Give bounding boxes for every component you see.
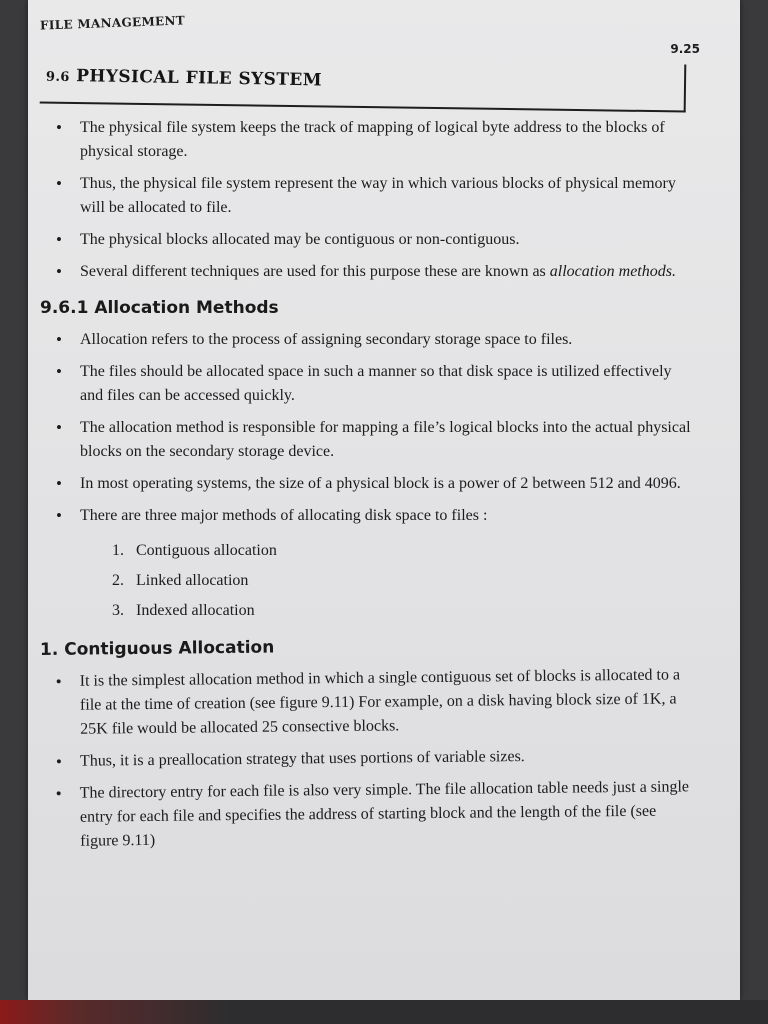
section-bullet: • The physical blocks allocated may be contiguous or non-contiguous.	[52, 228, 692, 252]
subsection-bullet: • The allocation method is responsible for mapping a file’s logical blocks into the actual physical blocks on the secondary storage device.	[52, 416, 692, 464]
section-bullet	[52, 260, 692, 284]
page-content	[39, 116, 692, 862]
section-title: PHYSICAL FILE SYSTEM	[75, 66, 323, 91]
list-item	[112, 566, 692, 596]
subsection-heading: 9.6.1 Allocation Methods	[40, 298, 279, 318]
list-label: Linked allocation	[136, 572, 249, 589]
subsection-bullet: • There are three major methods of allocating disk space to files :	[52, 504, 692, 528]
contiguous-bullet: • It is the simplest allocation method in which a single contiguous set of blocks is allocated to a file at the time of creation (see figure 9.11) For example, on a disk having block size of 1K, a 25K file would be allocated 25 consective blocks.	[52, 663, 693, 742]
document-page	[28, 0, 740, 1000]
subsection-bullet: • Allocation refers to the process of assigning secondary storage space to files.	[52, 328, 692, 352]
contiguous-bullet: • The directory entry for each file is also very simple. The file allocation table needs just a single entry for each file and specifies the address of starting block and the length of the file (see figure 9.11)	[52, 775, 693, 854]
contiguous-heading: 1. Contiguous Allocation	[39, 637, 275, 660]
emphasis-text: allocation methods.	[549, 263, 676, 280]
contiguous-bullet: • Thus, it is a preallocation strategy that uses portions of variable sizes.	[52, 743, 692, 774]
subsection-bullet: • In most operating systems, the size of a physical block is a power of 2 between 512 and 4096.	[52, 472, 692, 496]
list-index: 3.	[112, 602, 124, 619]
allocation-methods-list	[52, 536, 692, 626]
list-item	[112, 536, 692, 566]
list-index: 1.	[112, 542, 124, 559]
section-bullet: • The physical file system keeps the track of mapping of logical byte address to the blocks of physical storage.	[52, 116, 692, 164]
list-item	[112, 596, 692, 626]
page-number: 9.25	[670, 42, 700, 56]
list-label: Contiguous allocation	[136, 542, 277, 559]
bullet-text: Several different techniques are used for this purpose these are known as	[80, 263, 550, 280]
running-head: FILE MANAGEMENT	[39, 13, 186, 33]
section-bullet: • Thus, the physical file system represent the way in which various blocks of physical memory will be allocated to file.	[52, 172, 692, 220]
background-strip	[0, 1000, 768, 1024]
subsection-bullet: • The files should be allocated space in such a manner so that disk space is utilized effectively and files can be accessed quickly.	[52, 360, 692, 408]
list-label: Indexed allocation	[136, 602, 255, 619]
section-number: 9.6	[45, 69, 70, 86]
list-index: 2.	[112, 572, 124, 589]
